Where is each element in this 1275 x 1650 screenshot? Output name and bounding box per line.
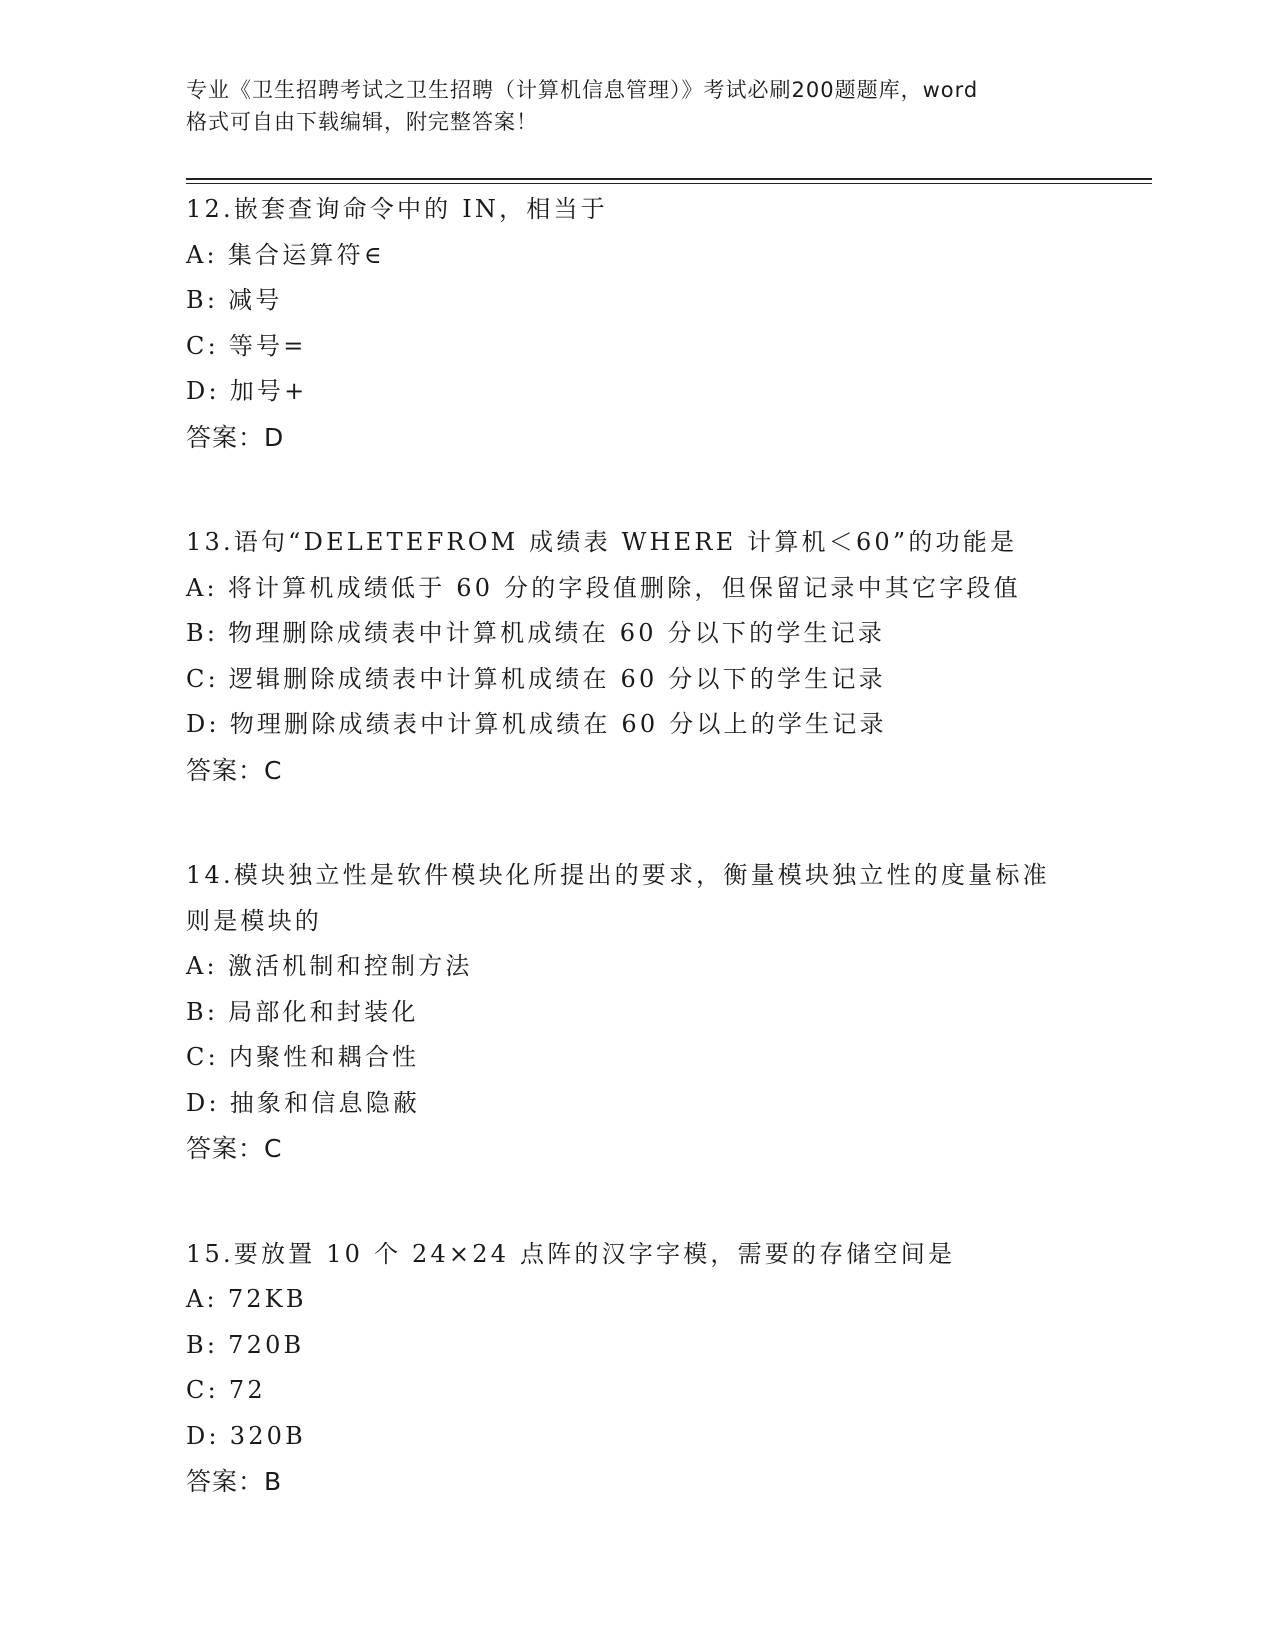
option-label: C: [186, 1376, 219, 1404]
option-d [186, 702, 1086, 748]
question-stem: 15.要放置 10 个 24×24 点阵的汉字字模，需要的存储空间是 [186, 1239, 956, 1268]
answer-text: 答案：C [186, 1134, 283, 1163]
option-text: 物理删除成绩表中计算机成绩在 60 分以下的学生记录 [228, 619, 886, 647]
header-divider-thick [186, 178, 1152, 180]
option-label: D: [186, 377, 220, 405]
option-label: B: [186, 286, 219, 314]
option-text: 72 [228, 1376, 266, 1404]
option-c [186, 324, 1086, 370]
option-text: 等号= [228, 331, 307, 360]
option-label: C: [186, 1043, 219, 1071]
option-d [186, 1081, 1086, 1127]
option-c [186, 1035, 1086, 1081]
option-label: A: [186, 240, 218, 269]
option-a [186, 944, 1086, 990]
option-d [186, 369, 1086, 415]
question-15 [186, 1232, 1086, 1505]
answer-text: 答案：B [186, 1467, 283, 1496]
option-b [186, 990, 1086, 1036]
header-divider-thin [186, 183, 1152, 184]
option-text: 减号 [228, 286, 283, 314]
option-b [186, 611, 1086, 657]
question-stem: 14.模块独立性是软件模块化所提出的要求，衡量模块独立性的度量标准则是模块的 [186, 861, 1050, 935]
option-text: 72KB [227, 1285, 307, 1313]
option-text: 320B [229, 1421, 306, 1450]
option-text: 内聚性和耦合性 [228, 1043, 420, 1071]
header-line-2: 格式可自由下载编辑，附完整答案！ [186, 110, 538, 134]
header-line-1: 专业《卫生招聘考试之卫生招聘（计算机信息管理）》考试必刷200题题库，word [186, 78, 979, 102]
answer-text: 答案：D [186, 422, 285, 452]
option-text: 集合运算符∈ [227, 240, 385, 269]
option-label: A: [186, 573, 218, 602]
option-text: 物理删除成绩表中计算机成绩在 60 分以上的学生记录 [229, 710, 887, 738]
option-c [186, 1368, 1086, 1414]
option-label: D: [186, 710, 220, 738]
question-14 [186, 853, 1086, 1172]
question-stem: 12.嵌套查询命令中的 IN，相当于 [186, 195, 608, 223]
question-list [186, 187, 1086, 1565]
option-label: A: [186, 952, 218, 980]
option-b [186, 1323, 1086, 1369]
option-label: C: [186, 664, 219, 693]
option-text: 将计算机成绩低于 60 分的字段值删除，但保留记录中其它字段值 [227, 573, 1021, 602]
option-text: 加号+ [229, 377, 308, 405]
question-13 [186, 520, 1086, 793]
option-label: A: [186, 1285, 218, 1313]
option-label: B: [186, 619, 219, 647]
option-text: 激活机制和控制方法 [227, 952, 473, 980]
option-label: C: [186, 331, 219, 360]
option-label: B: [186, 997, 219, 1026]
option-label: D: [186, 1088, 220, 1117]
option-text: 逻辑删除成绩表中计算机成绩在 60 分以下的学生记录 [228, 664, 886, 693]
answer-text: 答案：C [186, 755, 283, 785]
option-text: 局部化和封装化 [228, 997, 419, 1026]
option-label: D: [186, 1421, 220, 1450]
document-header [186, 74, 1086, 138]
option-a [186, 566, 1086, 612]
option-c [186, 657, 1086, 703]
question-12 [186, 187, 1086, 460]
question-stem: 13.语句“DELETEFROM 成绩表 WHERE 计算机＜60”的功能是 [186, 528, 1018, 556]
option-text: 抽象和信息隐蔽 [229, 1088, 421, 1117]
option-d [186, 1414, 1086, 1460]
option-b [186, 278, 1086, 324]
option-label: B: [186, 1330, 219, 1359]
option-a [186, 1277, 1086, 1323]
option-a [186, 233, 1086, 279]
option-text: 720B [228, 1330, 305, 1359]
